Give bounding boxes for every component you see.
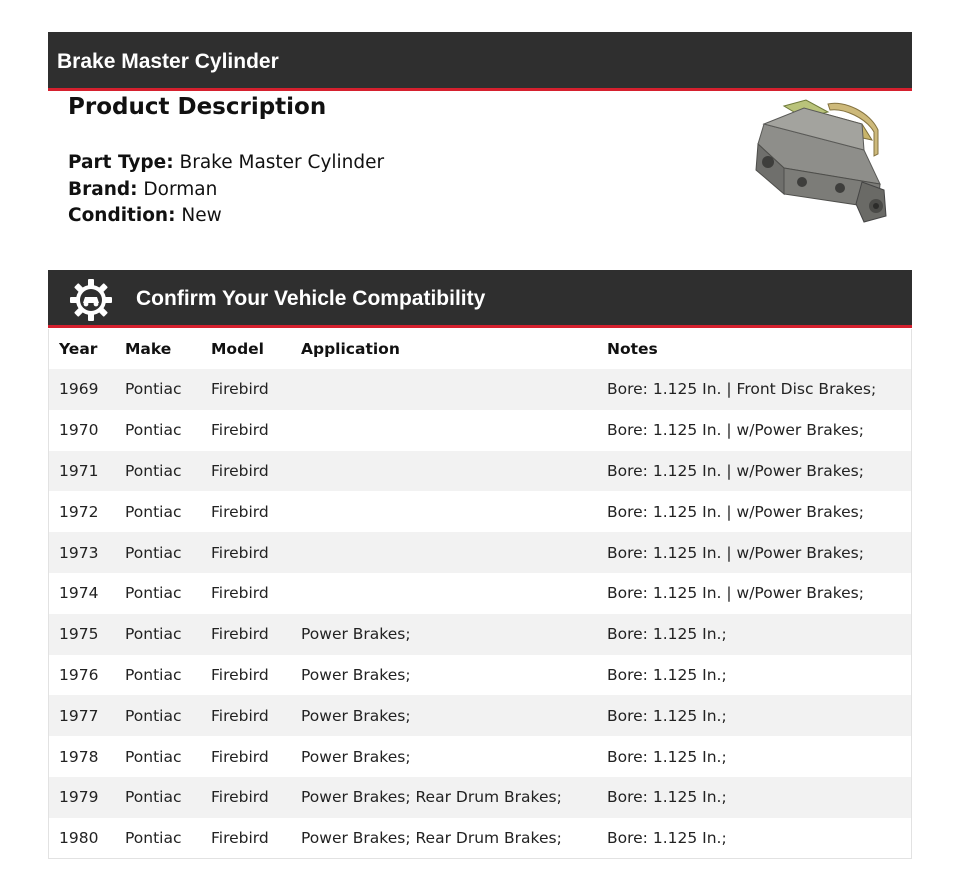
cell-notes: Bore: 1.125 In. | Front Disc Brakes; [607,369,911,410]
cell-model: Firebird [211,584,269,603]
table-row [49,818,911,859]
cell-year: 1973 [49,532,125,573]
table-row [49,736,911,777]
cell-model: Firebird [211,665,269,684]
cell-year: 1979 [49,777,125,818]
cell-year: 1974 [59,584,99,603]
cell-model: Firebird [211,829,269,848]
cell-make: Pontiac [125,421,182,440]
cell-model: Firebird [211,532,301,573]
field-condition [68,203,384,230]
cell-application [301,532,607,573]
cell-notes: Bore: 1.125 In. | w/Power Brakes; [607,421,864,440]
cell-year: 1980 [59,829,99,848]
cell-application [301,451,607,492]
table-row [49,777,911,818]
field-brand [68,177,384,204]
table-row [49,573,911,614]
cell-model: Firebird [211,747,269,766]
cell-notes: Bore: 1.125 In.; [607,777,911,818]
field-value: Dorman [143,178,218,200]
cell-notes: Bore: 1.125 In. | w/Power Brakes; [607,502,864,521]
cell-model: Firebird [211,451,301,492]
table-row [49,410,911,451]
cell-application [301,369,607,410]
cell-notes: Bore: 1.125 In.; [607,665,727,684]
cell-application: Power Brakes; [301,665,411,684]
product-title: Brake Master Cylinder [57,50,279,73]
cell-model: Firebird [211,421,269,440]
cell-notes: Bore: 1.125 In. | w/Power Brakes; [607,451,911,492]
cell-make: Pontiac [125,777,211,818]
table-row [49,491,911,532]
cell-notes: Bore: 1.125 In.; [607,829,727,848]
table-row [49,695,911,736]
cell-model: Firebird [211,369,301,410]
cell-make: Pontiac [125,532,211,573]
cell-application: Power Brakes; [301,695,607,736]
field-value: Brake Master Cylinder [179,152,385,173]
column-header-model: Model [211,340,264,358]
cell-make: Pontiac [125,829,182,848]
table-row [49,451,911,492]
cell-make: Pontiac [125,747,182,766]
cell-application: Power Brakes; Rear Drum Brakes; [301,777,607,818]
cell-application [301,491,607,532]
cell-notes: Bore: 1.125 In.; [607,695,911,736]
column-header-application: Application [301,340,400,358]
cell-make: Pontiac [125,695,211,736]
product-fields [68,150,384,230]
product-title-bar [48,32,912,91]
table-row [49,655,911,696]
cell-year: 1978 [59,747,99,766]
cell-year: 1971 [49,451,125,492]
table-row [49,532,911,573]
compatibility-rows [49,369,911,859]
brake-master-cylinder-image [744,94,894,230]
cell-notes: Bore: 1.125 In.; [607,747,727,766]
table-row [49,614,911,655]
cell-model: Firebird [211,695,301,736]
cell-make: Pontiac [125,665,182,684]
field-part-type [68,150,384,177]
compatibility-table-container [48,329,912,859]
column-header-make: Make [125,340,172,358]
table-row [49,369,911,410]
field-label: Part Type: [68,152,174,173]
cell-year: 1972 [59,502,99,521]
cell-application: Power Brakes; [301,614,607,655]
cell-make: Pontiac [125,451,211,492]
cell-model: Firebird [211,502,269,521]
cell-notes: Bore: 1.125 In. | w/Power Brakes; [607,584,864,603]
field-label: Condition: [68,205,176,226]
compatibility-table [49,329,911,859]
cell-application: Power Brakes; Rear Drum Brakes; [301,829,562,848]
cell-make: Pontiac [125,369,211,410]
cell-application [301,573,607,614]
cell-application: Power Brakes; [301,747,411,766]
cell-year: 1976 [59,665,99,684]
cell-notes: Bore: 1.125 In.; [607,614,911,655]
cell-make: Pontiac [125,614,211,655]
compatibility-title: Confirm Your Vehicle Compatibility [136,287,486,310]
description-heading: Product Description [68,94,327,120]
cell-application [301,410,607,451]
gear-car-icon [69,278,113,322]
cell-model: Firebird [211,777,301,818]
cell-model: Firebird [211,614,301,655]
compatibility-header-bar [48,270,912,328]
column-header-year: Year [59,340,98,358]
cell-year: 1969 [49,369,125,410]
column-header-notes: Notes [607,340,658,358]
cell-year: 1977 [49,695,125,736]
cell-year: 1975 [49,614,125,655]
table-header-row [49,329,911,369]
field-label: Brand: [68,178,138,200]
product-description-section [48,92,912,262]
cell-make: Pontiac [125,502,182,521]
field-value: New [181,205,222,226]
cell-year: 1970 [59,421,99,440]
cell-make: Pontiac [125,584,182,603]
cell-notes: Bore: 1.125 In. | w/Power Brakes; [607,532,911,573]
